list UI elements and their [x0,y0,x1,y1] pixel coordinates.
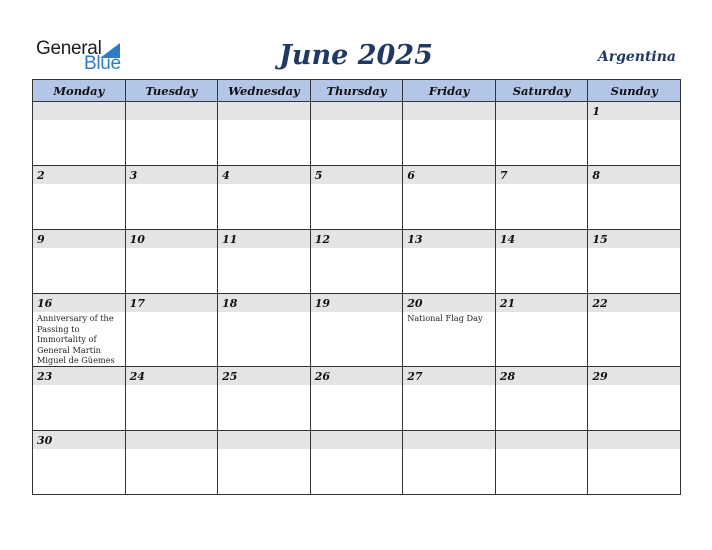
logo-text-blue: Blue [84,53,121,74]
weekday-header: Saturday [495,80,588,102]
day-cell [403,366,496,430]
day-number: 4 [218,166,310,184]
weekday-header: Tuesday [125,80,218,102]
day-cell [33,230,126,294]
day-cell [403,294,496,367]
day-cell [495,166,588,230]
day-cell [33,430,126,494]
day-cell [33,166,126,230]
day-cell [218,102,311,166]
day-cell [588,166,681,230]
day-cell [218,230,311,294]
day-cell [125,294,218,367]
day-cell [310,166,403,230]
day-number: 30 [33,431,125,449]
day-number: 26 [311,367,403,385]
day-number: 13 [403,230,495,248]
weekday-header: Thursday [310,80,403,102]
day-number: 22 [588,294,680,312]
day-number: 21 [496,294,588,312]
day-number: 28 [496,367,588,385]
day-cell [310,430,403,494]
day-number: 12 [311,230,403,248]
week-row [33,166,681,230]
day-number: 10 [126,230,218,248]
day-number [218,102,310,120]
day-number: 5 [311,166,403,184]
calendar-grid [32,79,681,495]
day-cell [588,294,681,367]
day-number: 29 [588,367,680,385]
day-number: 19 [311,294,403,312]
day-cell [125,430,218,494]
day-number: 15 [588,230,680,248]
day-cell [495,430,588,494]
week-row [33,294,681,367]
day-number: 20 [403,294,495,312]
day-number: 17 [126,294,218,312]
day-number: 16 [33,294,125,312]
day-cell [218,166,311,230]
day-number: 24 [126,367,218,385]
day-number: 6 [403,166,495,184]
day-cell [495,294,588,367]
day-number: 11 [218,230,310,248]
weekday-header: Friday [403,80,496,102]
day-number: 2 [33,166,125,184]
day-cell [125,366,218,430]
day-number [311,102,403,120]
day-cell [495,230,588,294]
day-number: 27 [403,367,495,385]
day-cell [403,166,496,230]
generalblue-logo [36,38,136,74]
day-cell [310,230,403,294]
day-cell [495,366,588,430]
day-number: 14 [496,230,588,248]
holiday-label: Anniversary of the Passing to Immortality of General Martín Miguel de Güemes [37,313,115,365]
day-cell [218,294,311,367]
day-number [588,431,680,449]
day-cell [218,430,311,494]
day-number [403,102,495,120]
week-row [33,102,681,166]
day-number: 1 [588,102,680,120]
day-cell [310,102,403,166]
day-number: 8 [588,166,680,184]
day-number [496,102,588,120]
day-number [496,431,588,449]
day-cell [125,166,218,230]
day-cell [588,366,681,430]
day-number: 23 [33,367,125,385]
day-cell [588,430,681,494]
day-cell [403,102,496,166]
day-cell [125,230,218,294]
day-number [126,431,218,449]
day-cell [310,366,403,430]
day-number [218,431,310,449]
week-row [33,430,681,494]
country-label: Argentina [597,49,676,65]
day-cell [33,294,126,367]
day-cell [33,102,126,166]
weekday-header: Sunday [588,80,681,102]
day-number: 9 [33,230,125,248]
day-cell [218,366,311,430]
weekday-header-row [33,80,681,102]
day-cell [495,102,588,166]
day-cell [310,294,403,367]
day-number: 18 [218,294,310,312]
holiday-label: National Flag Day [407,313,483,323]
day-number: 3 [126,166,218,184]
day-cell [588,230,681,294]
day-cell [588,102,681,166]
calendar-title: June 2025 [279,40,433,71]
day-cell [33,366,126,430]
day-number: 25 [218,367,310,385]
logo-text-general: General [36,38,102,59]
day-number: 7 [496,166,588,184]
weekday-header: Monday [33,80,126,102]
day-number [403,431,495,449]
day-cell [403,230,496,294]
weekday-header: Wednesday [218,80,311,102]
day-number [311,431,403,449]
day-cell [403,430,496,494]
day-number [126,102,218,120]
day-number [33,102,125,120]
week-row [33,366,681,430]
week-row [33,230,681,294]
day-cell [125,102,218,166]
